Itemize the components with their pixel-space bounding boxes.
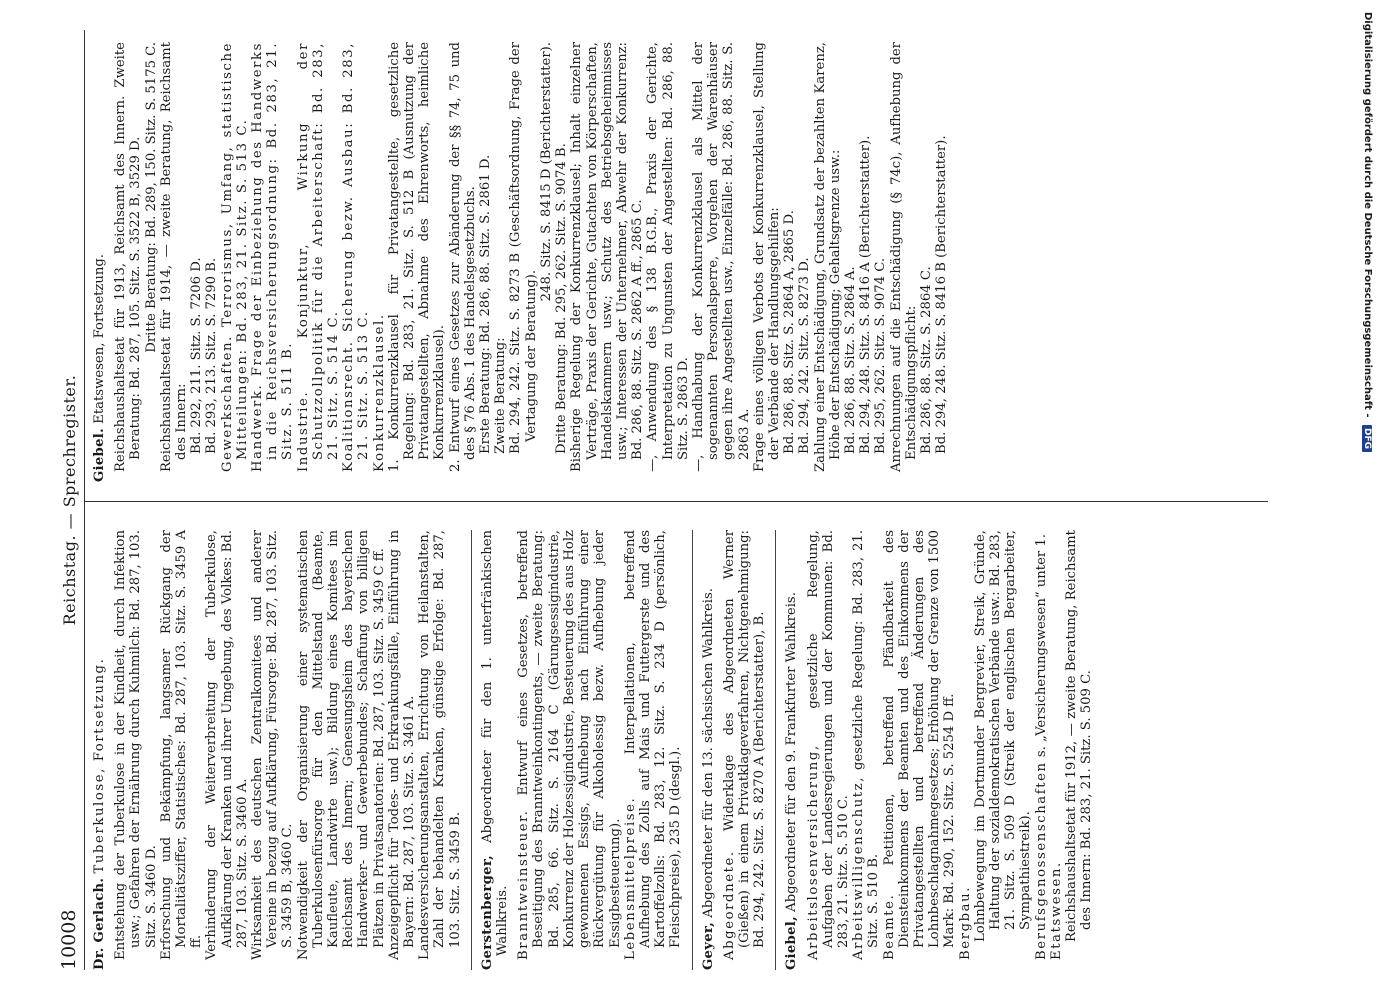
list-item: Bergbau.	[957, 885, 973, 960]
list-item: Dritte Beratung: Bd. 289, 150. Sitz. S. 5175 C.	[143, 42, 159, 353]
list-item: Bd. 286, 88. Sitz. S. 2864 A, 2865 D.	[782, 210, 798, 454]
list-item: Lohnbewegung im Dortmunder Bergrevier, Streik, Gründe, Haltung der sozialdemokratischen Verbände usw.: Bd. 283, 21. Sitz. S. 509 D (Streik der englischen Bergarbeiter, Sympathiestreik).	[972, 530, 1034, 942]
page-number: 10008	[58, 909, 80, 970]
list-item: Abgeordnete. Widerklage des Abgeordneten Werner (Gießen) in einem Privatklageverfahren, Nichtgenehmigung: Bd. 294, 242. Sitz. S. 8270 A (Berichterstatter), B.	[721, 530, 768, 960]
list-item: Wirksamkeit des deutschen Zentralkomitees und anderer Vereine in bezug auf Aufklärung, Fürsorge: Bd. 287, 103. Sitz. S. 3459 B, 3460 C.	[250, 530, 296, 960]
entry-heading-giebel: Giebel, Abgeordneter für den 9. Frankfurter Wahlkreis.	[784, 592, 800, 970]
list-item: Dritte Beratung: Bd. 295, 262. Sitz. S. 9074 B.	[554, 143, 570, 454]
list-item: Berufsgenossenschaften s. „Versicherungswesen“ unter 1.	[1033, 534, 1049, 960]
list-item: Reichshaushaltsetat für 1914, — zweite Beratung, Reichsamt des Innern:	[158, 42, 190, 472]
list-item: Konkurrenzklausel.	[371, 313, 387, 472]
stamp-text: Digitalisierung gefördert durch die Deutsche Forschungsgemeinschaft -	[1362, 12, 1373, 418]
list-item: 1. Konkurrenzklausel für Privatangestellte, gesetzliche Regelung: Bd. 283, 21. Sitz. S. 512 B (Ausnutzung der Privatangestellten, Abnahme des Ehrenworts, heimliche Konkurrenzklausel).	[386, 42, 448, 472]
list-item: Landesversicherungsanstalten, Errichtung von Heilanstalten, Zahl der behandelten Kranken, günstige Erfolge: Bd. 287, 103. Sitz. S. 3459 B.	[417, 530, 463, 960]
digitization-stamp	[1359, 12, 1373, 992]
list-item: Bd. 293, 213. Sitz. S. 7290 B.	[204, 257, 220, 454]
list-item: Zahlung einer Entschädigung, Grundsatz der bezahlten Karenz, Höhe der Entschädigung; Gehaltsgrenze usw.:	[812, 42, 843, 472]
list-item: Anrechnungen auf die Entschädigung (§ 74c), Aufhebung der Entschädigungspflicht:	[888, 42, 919, 472]
list-item: Arbeitslosenversicherung, gesetzliche Regelung, Aufgaben der Landesregierungen und der Kommunen: Bd. 283, 21. Sitz. S. 510 C.	[805, 530, 851, 960]
list-item: Anzeigepflicht für Todes- und Erkrankungsfälle, Einführung in Bayern: Bd. 287, 103. Sitz. S. 3461 A.	[386, 530, 418, 960]
list-item: Industrie. Konjunktur, Wirkung der Schutzzollpolitik für die Arbeiterschaft: Bd. 283, 21. Sitz. S. 514 C.	[295, 42, 342, 472]
list-item: Verhinderung der Weiterverbreitung der Tuberkulose, Aufklärung der Kranken und ihrer Umgebung, des Volkes: Bd. 287, 103. Sitz. S. 3460 A.	[204, 530, 250, 960]
list-item: Lebensmittelpreise. Interpellationen, betreffend Aufhebung des Zolls auf Mais und Futtergerste und des Kartoffelzolls: Bd. 283, 12. Sitz. S. 234 D (persönlich, Fleischpreise), 235 D (desgl.).	[622, 530, 684, 960]
list-item: 2. Entwurf eines Gesetzes zur Abänderung der §§ 74, 75 und des § 76 Abs. 1 des Handelsgesetzbuchs.	[447, 42, 478, 472]
running-title: Reichstag. — Sprechregister.	[60, 374, 79, 626]
list-item: Bd. 294, 242. Sitz. S. 8273 D.	[797, 257, 813, 454]
list-item: —, Handhabung der Konkurrenzklausel als Mittel der sogenannten Personalsperre, Vorgehen der Warenhäuser gegen ihre Angestellten usw., Einzelfälle: Bd. 286, 88. Sitz. S. 2863 A.	[690, 42, 752, 472]
list-item: Bd. 286, 88. Sitz. S. 2864 C.	[918, 266, 934, 454]
list-item: Erforschung und Bekämpfung, langsamer Rückgang der Mortalitätsziffer, Statistisches: Bd. 287, 103. Sitz. S. 3459 A ff.	[158, 530, 205, 960]
list-item: Arbeitswilligenschutz, gesetzliche Regelung: Bd. 283, 21. Sitz. S. 510 B.	[851, 530, 882, 960]
list-item: Frage eines völligen Verbots der Konkurrenzklausel, Stellung der Verbände der Handlungsgehilfen:	[751, 42, 782, 472]
list-item: Beamte. Petitionen, betreffend Pfändbarkeit des Diensteinkommens der Beamten und des Einkommens der Privatangestellten und betreffend Änderungen des Lohnbeschlagnahmegesetzes; Erhöhung der Grenze von 1500 Mark: Bd. 290, 152. Sitz. S. 5254 D ff.	[881, 530, 958, 960]
list-item: Handwerk. Frage der Einbeziehung des Handwerks in die Reichsversicherungsordnung: Bd. 283, 21. Sitz. S. 511 B.	[250, 42, 296, 472]
left-column	[92, 530, 1094, 970]
list-item: Bd. 295, 262. Sitz. S. 9074 C.	[873, 257, 889, 454]
list-item: 248. Sitz. S. 8415 D (Berichterstatter).	[538, 42, 554, 302]
list-item: Gewerkschaften. Terrorismus, Umfang, statistische Mitteilungen: Bd. 283, 21. Sitz. S. 513 C.	[219, 42, 250, 472]
entry-heading-giebel-cont: Giebel. Etatswesen, Fortsetzung.	[92, 254, 107, 482]
list-item: Bd. 286, 88. Sitz. S. 2864 A.	[842, 266, 858, 454]
right-column	[92, 42, 949, 482]
list-item: Zweite Beratung:	[493, 337, 509, 454]
entry-heading-gerstenberger: Gerstenberger, Abgeordneter für den 1. unterfränkischen Wahlkreis.	[479, 530, 511, 970]
entry-separator	[775, 530, 776, 970]
entry-heading-geyer: Geyer, Abgeordneter für den 13. sächsischen Wahlkreis.	[700, 588, 716, 970]
list-item: Bd. 294, 242. Sitz. S. 8273 B (Geschäftsordnung, Frage der Vertagung der Beratung).	[508, 42, 539, 454]
entry-separator	[692, 530, 693, 970]
list-item: Erste Beratung: Bd. 286, 88. Sitz. S. 2861 D.	[478, 154, 494, 454]
list-item: Reichshaushaltsetat für 1913, Reichsamt des Innern. Zweite Beratung: Bd. 287, 105. Sitz. S. 3522 B, 3529 D.	[113, 42, 144, 472]
entry-separator	[471, 530, 472, 970]
list-item: Koalitionsrecht. Sicherung bezw. Ausbau: Bd. 283, 21. Sitz. S. 513 C.	[341, 42, 372, 472]
list-item: Bd. 294, 248. Sitz. S. 8416 B (Berichterstatter).	[934, 135, 950, 454]
list-item: Bisherige Regelung der Konkurrenzklausel; Inhalt einzelner Verträge, Praxis der Gerichte, Gutachten von Körperschaften, Handelskammern usw.; Schutz des Betriebsgeheimnisses usw.; Interessen der Unternehmer, Abwehr der Konkurrenz: Bd. 286, 88. Sitz. S. 2862 A ff., 2865 C.	[569, 42, 646, 472]
header-rule	[84, 30, 85, 970]
entry-heading-gerlach: Dr. Gerlach. Tuberkulose, Fortsetzung.	[92, 657, 107, 970]
list-item: Branntweinsteuer. Entwurf eines Gesetzes, betreffend Beseitigung des Branntweinkontingents, — zweite Beratung: Bd. 285, 66. Sitz. S. 2164 C (Gärungsessigindustrie, Konkurrenz der Holzessigindustrie, Besteuerung des aus Holz gewonnenen Essigs, Aufhebung nach Einführung einer Rückvergütung für Alkoholessig bezw. Aufhebung jeder Essigbesteuerung).	[516, 530, 623, 960]
list-item: —, Anwendung des § 138 B.G.B., Praxis der Gerichte, Interpretation zu Ungunsten der Angestellten: Bd. 286, 88. Sitz. S. 2863 D.	[645, 42, 691, 472]
list-item: Entstehung der Tuberkulose in der Kindheit, durch Infektion usw.; Gefahren der Ernährung durch Kuhmilch: Bd. 287, 103. Sitz. S. 3460 D.	[113, 530, 159, 960]
dfg-logo-icon: DFG	[1362, 425, 1372, 452]
list-item: Bd. 294, 248. Sitz. S. 8416 A (Berichterstatter).	[858, 135, 874, 454]
column-divider	[84, 501, 1268, 502]
page-header	[58, 30, 82, 970]
list-item: Bd. 292, 211. Sitz. S. 7206 D.	[189, 257, 205, 454]
list-item: Reichshaushaltsetat für 1912, — zweite Beratung, Reichsamt des Innern: Bd. 283, 21. Sitz. S. 509 C.	[1063, 530, 1095, 942]
list-item: Etatswesen.	[1048, 861, 1064, 960]
list-item: Notwendigkeit der Organisierung einer systematischen Tuberkulosenfürsorge für den Mittelstand (Beamte, Kaufleute, Landwirte usw.); Bildung eines Komitees im Reichsamt des Innern; Genesungsheim des bayerischen Handwerker- und Gewerbebundes; Schaffung von billigen Plätzen in Privatsanatorien: Bd. 287, 103. Sitz. S. 3459 C ff.	[295, 530, 387, 960]
